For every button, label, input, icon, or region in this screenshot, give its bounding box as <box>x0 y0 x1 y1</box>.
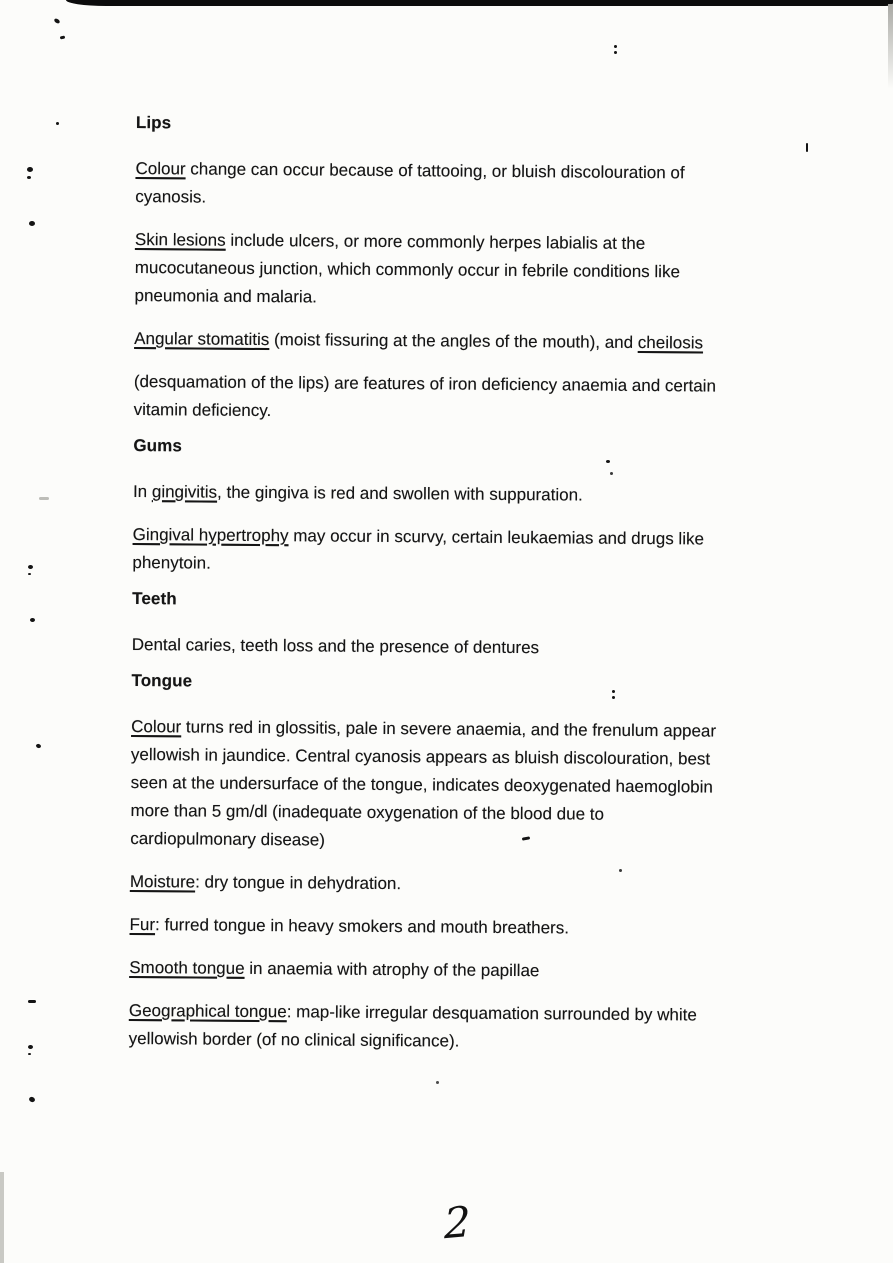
section-heading: Lips <box>135 112 172 133</box>
text-run: In <box>132 481 152 502</box>
underlined-term: Colour <box>135 158 186 179</box>
document-content <box>128 109 796 1073</box>
scan-speckle <box>28 1000 36 1003</box>
scan-speckle <box>806 143 808 152</box>
scan-speckle <box>29 221 35 226</box>
scan-speckle <box>614 45 617 48</box>
scan-speckle <box>35 743 41 748</box>
section-teeth <box>132 585 793 664</box>
paragraph <box>134 226 795 315</box>
text-run: (moist fissuring at the angles of the mouth), and <box>269 330 638 352</box>
underlined-term: Smooth tongue <box>129 957 245 978</box>
text-run: : furred tongue in heavy smokers and mouth breathers. <box>155 915 570 938</box>
paragraph <box>130 868 790 901</box>
paragraph <box>132 631 792 664</box>
text-run: may occur in scurvy, certain leukaemias and drugs like phenytoin. <box>132 526 705 573</box>
scan-edge-top-band <box>66 0 893 6</box>
scan-edge-right-shadow <box>888 4 893 89</box>
paragraph <box>134 368 794 429</box>
paragraph <box>132 521 792 582</box>
text-run: (desquamation of the lips) are features of iron deficiency anaemia and certain vitamin deficiency. <box>133 371 717 421</box>
paragraph <box>129 954 789 987</box>
scan-speckle <box>39 497 49 500</box>
paragraph <box>135 155 795 216</box>
section-heading: Teeth <box>132 588 177 609</box>
text-run: Dental caries, teeth loss and the presence of dentures <box>131 634 540 658</box>
scan-speckle <box>60 36 66 40</box>
underlined-term: Geographical tongue <box>128 1000 287 1022</box>
underlined-term: cheilosis <box>637 332 704 353</box>
text-run: in anaemia with atrophy of the papillae <box>244 958 540 981</box>
underlined-term: Colour <box>131 716 182 737</box>
section-heading: Gums <box>133 435 183 456</box>
paragraph <box>130 713 791 858</box>
paragraph <box>134 325 794 358</box>
underlined-term: Gingival hypertrophy <box>132 524 289 546</box>
section-lips <box>134 109 796 429</box>
text-run: include ulcers, or more commonly herpes labialis at the mucocutaneous junction, which commonly occur in febrile conditions like pneumonia and malaria. <box>134 230 681 307</box>
underlined-term: gingivitis <box>151 482 218 502</box>
section-gums <box>132 432 793 582</box>
scan-speckle <box>436 1081 439 1084</box>
paragraph <box>129 911 789 944</box>
handwritten-page-number: 2 <box>443 1196 472 1249</box>
scan-speckle <box>28 565 33 569</box>
text-run: turns red in glossitis, pale in severe anaemia, and the frenulum appear yellowish in jaundice. Central cyanosis appears as bluish discolouration, best seen at the undersurface of the tongue, indicates deoxygenated haemoglobin more than 5 gm/dl (inadequate oxygenation of the blood due to cardiopulmonary disease) <box>130 717 717 850</box>
section-tongue <box>129 667 792 1058</box>
scan-speckle <box>28 1096 36 1103</box>
text-run: change can occur because of tattooing, or bluish discolouration of cyanosis. <box>135 159 685 207</box>
section-heading: Tongue <box>131 670 193 691</box>
paragraph <box>129 997 789 1058</box>
underlined-term: Angular stomatitis <box>134 328 270 350</box>
scan-edge-bottom-left-strip <box>0 1172 4 1263</box>
underlined-term: Skin lesions <box>134 229 226 250</box>
text-run: : map-like irregular desquamation surrounded by white yellowish border (of no clinical significance). <box>128 1002 697 1051</box>
scan-speckle <box>30 618 35 622</box>
scan-speckle <box>28 1045 33 1049</box>
underlined-term: Moisture <box>129 871 196 892</box>
text-run: , the gingiva is red and swollen with suppuration. <box>217 482 583 505</box>
scan-speckle <box>53 18 60 25</box>
scan-speckle <box>27 167 33 172</box>
paragraph <box>133 478 793 511</box>
underlined-term: Fur <box>129 914 156 935</box>
text-run: : dry tongue in dehydration. <box>195 872 402 894</box>
scan-speckle <box>56 122 59 125</box>
